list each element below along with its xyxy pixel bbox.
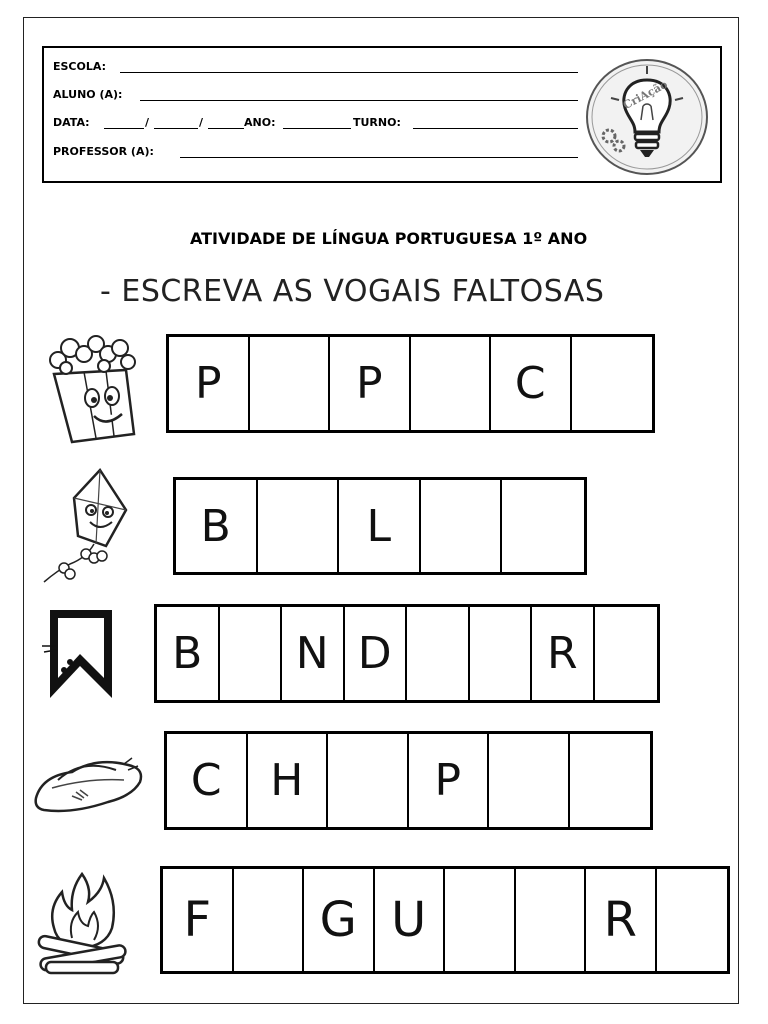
blank-letter-box[interactable]	[570, 734, 651, 827]
word-row-1	[166, 334, 655, 433]
aluno-line[interactable]	[140, 100, 578, 101]
word-row-2	[173, 477, 587, 575]
blank-letter-box[interactable]	[407, 607, 470, 700]
professor-label: PROFESSOR (A):	[53, 145, 154, 158]
blank-letter-box[interactable]	[445, 869, 516, 971]
kite-icon	[36, 464, 148, 590]
letter-box: C	[491, 337, 572, 430]
letter-box: B	[157, 607, 220, 700]
word-row-4	[164, 731, 653, 830]
blank-letter-box[interactable]	[411, 337, 492, 430]
escola-label: ESCOLA:	[53, 60, 106, 73]
letter-box: R	[532, 607, 595, 700]
ano-label: ANO:	[244, 116, 276, 129]
activity-title: ATIVIDADE DE LÍNGUA PORTUGUESA 1º ANO	[190, 229, 588, 248]
blank-letter-box[interactable]	[421, 480, 503, 572]
professor-line[interactable]	[180, 157, 578, 158]
letter-box: P	[409, 734, 490, 827]
word-row-5	[160, 866, 730, 974]
day-line[interactable]	[104, 128, 144, 129]
blank-letter-box[interactable]	[234, 869, 305, 971]
month-line[interactable]	[154, 128, 198, 129]
aluno-label: ALUNO (A):	[53, 88, 123, 101]
blank-letter-box[interactable]	[502, 480, 584, 572]
logo-text: CriAção	[620, 77, 670, 113]
blank-letter-box[interactable]	[328, 734, 409, 827]
flag-icon	[40, 606, 116, 702]
ano-line[interactable]	[283, 128, 351, 129]
letter-box: C	[167, 734, 248, 827]
year-line[interactable]	[208, 128, 244, 129]
turno-line[interactable]	[413, 128, 578, 129]
lightbulb-logo-icon	[585, 58, 709, 176]
blank-letter-box[interactable]	[595, 607, 658, 700]
popcorn-icon	[44, 334, 142, 446]
blank-letter-box[interactable]	[470, 607, 533, 700]
letter-box: P	[330, 337, 411, 430]
letter-box: G	[304, 869, 375, 971]
letter-box: R	[586, 869, 657, 971]
letter-box: H	[248, 734, 329, 827]
blank-letter-box[interactable]	[572, 337, 653, 430]
bonfire-icon	[32, 868, 132, 980]
letter-box: B	[176, 480, 258, 572]
date-slash-1: /	[145, 116, 150, 129]
letter-box: D	[345, 607, 408, 700]
instruction-text: - ESCREVA AS VOGAIS FALTOSAS	[100, 274, 605, 309]
blank-letter-box[interactable]	[657, 869, 728, 971]
letter-box: L	[339, 480, 421, 572]
blank-letter-box[interactable]	[220, 607, 283, 700]
blank-letter-box[interactable]	[250, 337, 331, 430]
letter-box: F	[163, 869, 234, 971]
letter-box: N	[282, 607, 345, 700]
blank-letter-box[interactable]	[258, 480, 340, 572]
letter-box: P	[169, 337, 250, 430]
turno-label: TURNO:	[353, 116, 401, 129]
word-row-3	[154, 604, 660, 703]
blank-letter-box[interactable]	[516, 869, 587, 971]
hat-icon	[32, 752, 146, 822]
data-label: DATA:	[53, 116, 90, 129]
letter-box: U	[375, 869, 446, 971]
blank-letter-box[interactable]	[489, 734, 570, 827]
date-slash-2: /	[199, 116, 204, 129]
escola-line[interactable]	[120, 72, 578, 73]
